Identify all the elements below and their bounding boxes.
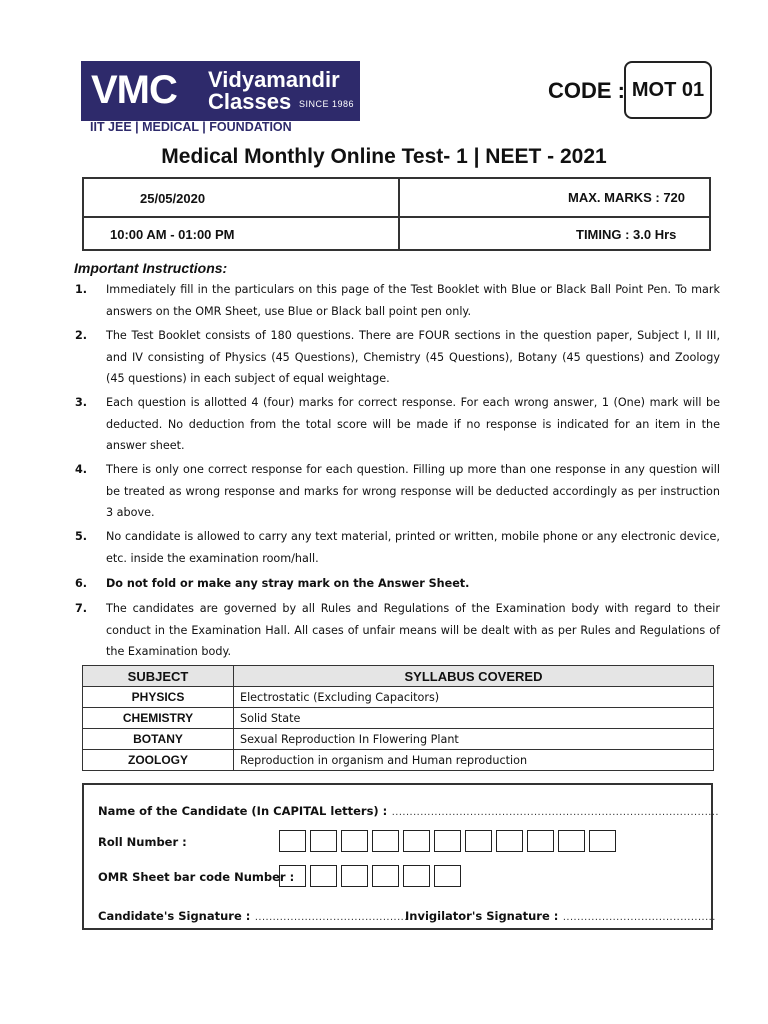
digit-box[interactable] xyxy=(341,830,368,852)
candidate-name-line[interactable]: ............................................................................................ xyxy=(391,806,719,818)
digit-box[interactable] xyxy=(589,830,616,852)
instruction-item xyxy=(75,526,720,569)
table-row xyxy=(83,750,714,771)
omr-barcode-boxes[interactable] xyxy=(279,865,465,887)
instruction-text: There is only one correct response for each question. Filling up more than one response in any question will be treated as wrong response and marks for wrong response will be deducted accordingly as per instruction 3 above. xyxy=(106,463,720,519)
digit-box[interactable] xyxy=(434,865,461,887)
invigilator-signature-row[interactable] xyxy=(405,907,716,925)
subject-cell: PHYSICS xyxy=(83,687,234,708)
logo-name-line2: Classes xyxy=(208,89,292,114)
digit-box[interactable] xyxy=(372,865,399,887)
roll-number-boxes[interactable] xyxy=(279,830,620,852)
instruction-number: 7. xyxy=(75,602,88,615)
instruction-number: 1. xyxy=(75,283,88,296)
digit-box[interactable] xyxy=(310,830,337,852)
candidate-details-box xyxy=(82,783,719,930)
exam-timing: TIMING : 3.0 Hrs xyxy=(576,227,677,242)
table-row xyxy=(83,687,714,708)
digit-box[interactable] xyxy=(279,830,306,852)
logo-name-line1: Vidyamandir xyxy=(208,67,340,92)
topic-cell: Sexual Reproduction In Flowering Plant xyxy=(234,729,714,750)
candidate-name-label: Name of the Candidate (In CAPITAL letters) : xyxy=(98,804,388,818)
table-row xyxy=(83,729,714,750)
digit-box[interactable] xyxy=(434,830,461,852)
page-title: Medical Monthly Online Test- 1 | NEET - 2021 xyxy=(161,145,607,168)
digit-box[interactable] xyxy=(465,830,492,852)
exam-info-grid xyxy=(82,177,711,251)
grid-divider xyxy=(84,216,709,218)
exam-time: 10:00 AM - 01:00 PM xyxy=(110,227,235,242)
topic-cell: Reproduction in organism and Human reproduction xyxy=(234,750,714,771)
digit-box[interactable] xyxy=(403,830,430,852)
subject-cell: ZOOLOGY xyxy=(83,750,234,771)
subject-cell: CHEMISTRY xyxy=(83,708,234,729)
instruction-item xyxy=(75,325,720,390)
digit-box[interactable] xyxy=(341,865,368,887)
candidate-name-row[interactable] xyxy=(98,802,719,820)
table-header-row xyxy=(83,666,714,687)
digit-box[interactable] xyxy=(558,830,585,852)
logo-since: SINCE 1986 xyxy=(299,99,355,109)
topic-cell: Electrostatic (Excluding Capacitors) xyxy=(234,687,714,708)
code-value: MOT 01 xyxy=(624,61,712,119)
instruction-text: The Test Booklet consists of 180 questions. There are FOUR sections in the question paper, Subject I, II III, and IV consisting of Physics (45 Questions), Chemistry (45 Questions), Botany (45 questions) and Zoology (45 questions) in each subject of equal weightage. xyxy=(106,329,720,385)
logo-brand: VMC xyxy=(91,68,177,112)
topic-cell: Solid State xyxy=(234,708,714,729)
omr-barcode-label: OMR Sheet bar code Number : xyxy=(98,870,295,884)
digit-box[interactable] xyxy=(310,865,337,887)
instruction-text: The candidates are governed by all Rules and Regulations of the Examination body with regard to their conduct in the Examination Hall. All cases of unfair means will be dealt with as per Rules and Regulations of the Examination body. xyxy=(106,602,720,658)
grid-divider xyxy=(398,179,400,249)
vmc-logo xyxy=(81,61,360,121)
code-label: CODE : xyxy=(548,78,625,103)
instruction-number: 2. xyxy=(75,329,88,342)
column-header-subject: SUBJECT xyxy=(83,666,234,687)
candidate-signature-label: Candidate's Signature : xyxy=(98,909,251,923)
digit-box[interactable] xyxy=(403,865,430,887)
instruction-item xyxy=(75,459,720,524)
invigilator-signature-label: Invigilator's Signature : xyxy=(405,909,559,923)
instruction-item xyxy=(75,279,720,322)
instruction-text: Immediately fill in the particulars on this page of the Test Booklet with Blue or Black Ball Point Pen. To mark answers on the OMR Sheet, use Blue or Black ball point pen only. xyxy=(106,283,720,318)
candidate-signature-line[interactable]: ........................................... xyxy=(254,911,408,923)
instruction-number: 5. xyxy=(75,530,88,543)
invigilator-signature-line[interactable]: ........................................... xyxy=(562,911,716,923)
table-row xyxy=(83,708,714,729)
instruction-text: No candidate is allowed to carry any text material, printed or written, mobile phone or any electronic device, etc. inside the examination room/hall. xyxy=(106,530,720,565)
instruction-text: Each question is allotted 4 (four) marks for correct response. For each wrong answer, 1 (One) mark will be deducted. No deduction from the total score will be made if no response is indicated for an item in the answer sheet. xyxy=(106,396,720,452)
candidate-signature-row[interactable] xyxy=(98,907,408,925)
instruction-item xyxy=(75,573,720,595)
instruction-text: Do not fold or make any stray mark on the Answer Sheet. xyxy=(106,577,470,590)
instruction-number: 6. xyxy=(75,577,88,590)
instruction-item xyxy=(75,598,720,663)
max-marks: MAX. MARKS : 720 xyxy=(568,190,686,205)
subject-cell: BOTANY xyxy=(83,729,234,750)
digit-box[interactable] xyxy=(527,830,554,852)
digit-box[interactable] xyxy=(372,830,399,852)
digit-box[interactable] xyxy=(279,865,306,887)
instructions-heading: Important Instructions: xyxy=(74,260,228,276)
syllabus-table xyxy=(82,665,714,771)
exam-date: 25/05/2020 xyxy=(140,191,206,206)
logo-tagline: IIT JEE | MEDICAL | FOUNDATION xyxy=(90,120,292,134)
instruction-item xyxy=(75,392,720,457)
digit-box[interactable] xyxy=(496,830,523,852)
instruction-number: 3. xyxy=(75,396,88,409)
column-header-syllabus: SYLLABUS COVERED xyxy=(234,666,714,687)
instruction-number: 4. xyxy=(75,463,88,476)
roll-number-label: Roll Number : xyxy=(98,835,187,849)
